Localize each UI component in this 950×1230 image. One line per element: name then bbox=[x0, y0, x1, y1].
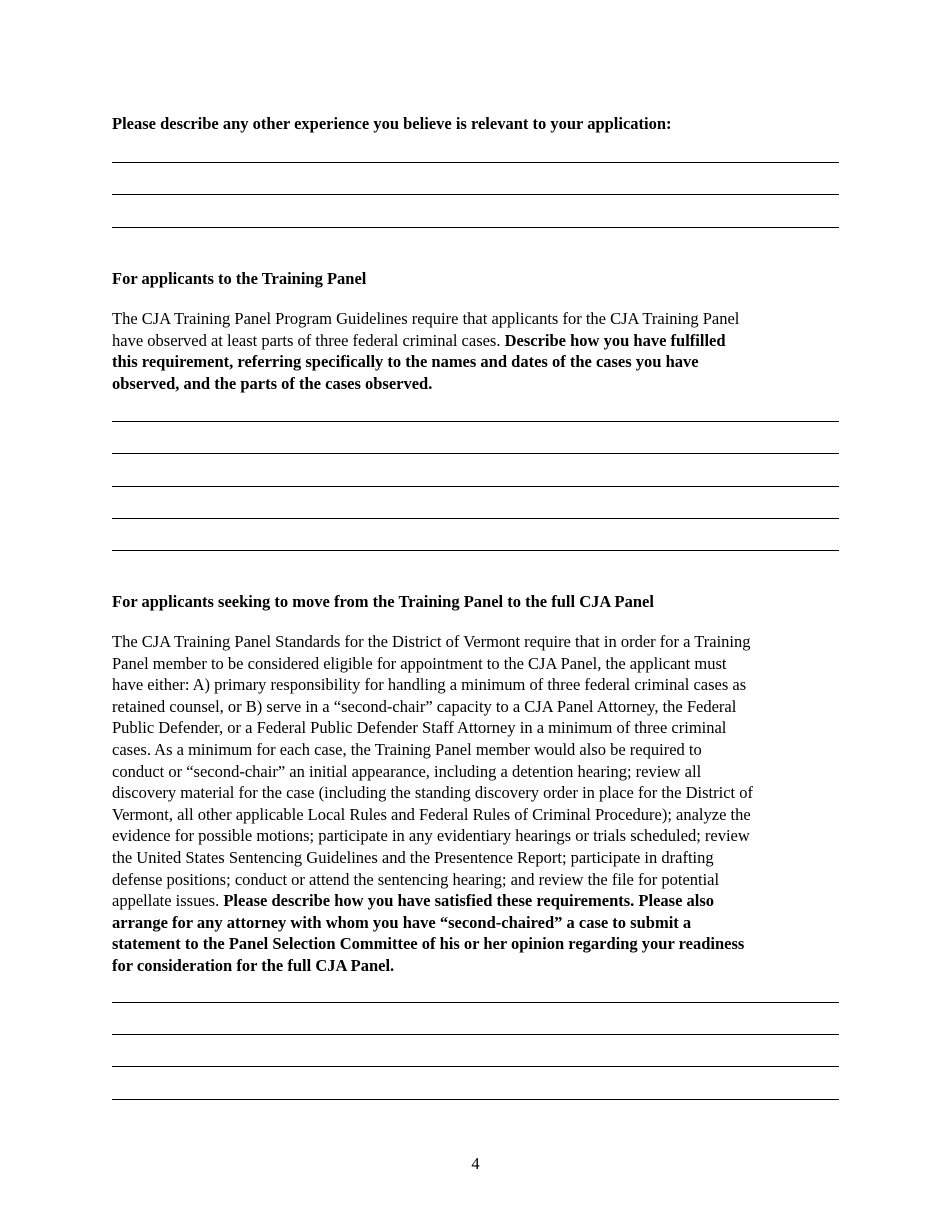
training-panel-paragraph bbox=[112, 308, 839, 394]
other-experience-prompt: Please describe any other experience you believe is relevant to your application: bbox=[112, 114, 672, 133]
answer-line-training-4[interactable] bbox=[112, 518, 839, 519]
full-panel-paragraph bbox=[112, 631, 839, 977]
paragraph-line: conduct or “second-chair” an initial appearance, including a detention hearing; review all bbox=[112, 761, 702, 781]
paragraph-line: defense positions; conduct or attend the sentencing hearing; and review the file for potential bbox=[112, 869, 720, 889]
answer-line-full-1[interactable] bbox=[112, 1002, 839, 1003]
document-page bbox=[112, 0, 839, 1230]
paragraph-line: appellate issues. Please describe how you have satisfied these requirements. Please also bbox=[112, 891, 715, 911]
answer-line-full-3[interactable] bbox=[112, 1066, 839, 1067]
training-panel-heading: For applicants to the Training Panel bbox=[112, 269, 367, 288]
paragraph-line: arrange for any attorney with whom you have “second-chaired” a case to submit a bbox=[112, 912, 692, 932]
paragraph-line: discovery material for the case (including the standing discovery order in place for the District of bbox=[112, 783, 753, 803]
paragraph-line: cases. As a minimum for each case, the Training Panel member would also be required to bbox=[112, 739, 702, 759]
paragraph-line: for consideration for the full CJA Panel. bbox=[112, 955, 395, 975]
answer-line-full-2[interactable] bbox=[112, 1034, 839, 1035]
paragraph-line: Panel member to be considered eligible for appointment to the CJA Panel, the applicant must bbox=[112, 653, 727, 673]
paragraph-line: retained counsel, or B) serve in a “second-chair” capacity to a CJA Panel Attorney, the Federal bbox=[112, 696, 737, 716]
answer-line-training-1[interactable] bbox=[112, 421, 839, 422]
answer-line-training-3[interactable] bbox=[112, 486, 839, 487]
answer-line-other-3[interactable] bbox=[112, 227, 839, 228]
answer-line-other-1[interactable] bbox=[112, 162, 839, 163]
paragraph-line: The CJA Training Panel Program Guidelines require that applicants for the CJA Training Panel bbox=[112, 309, 740, 328]
paragraph-line: have either: A) primary responsibility for handling a minimum of three federal criminal cases as bbox=[112, 675, 747, 695]
answer-line-full-4[interactable] bbox=[112, 1099, 839, 1100]
paragraph-line: observed, and the parts of the cases observed. bbox=[112, 373, 433, 393]
answer-line-other-2[interactable] bbox=[112, 194, 839, 195]
paragraph-line: the United States Sentencing Guidelines and the Presentence Report; participate in drafting bbox=[112, 847, 714, 867]
paragraph-line: Public Defender, or a Federal Public Defender Staff Attorney in a minimum of three criminal bbox=[112, 718, 727, 738]
paragraph-line: have observed at least parts of three federal criminal cases. Describe how you have fulfilled bbox=[112, 330, 726, 350]
full-panel-heading: For applicants seeking to move from the Training Panel to the full CJA Panel bbox=[112, 592, 654, 611]
answer-line-training-5[interactable] bbox=[112, 550, 839, 551]
page-number: 4 bbox=[471, 1154, 480, 1173]
paragraph-line: Vermont, all other applicable Local Rules and Federal Rules of Criminal Procedure); analyze the bbox=[112, 804, 751, 824]
paragraph-line: statement to the Panel Selection Committee of his or her opinion regarding your readiness bbox=[112, 934, 745, 954]
paragraph-line: evidence for possible motions; participate in any evidentiary hearings or trials scheduled; review bbox=[112, 826, 750, 846]
paragraph-line: The CJA Training Panel Standards for the District of Vermont require that in order for a Training bbox=[112, 632, 751, 651]
answer-line-training-2[interactable] bbox=[112, 453, 839, 454]
paragraph-line: this requirement, referring specifically to the names and dates of the cases you have bbox=[112, 352, 699, 372]
